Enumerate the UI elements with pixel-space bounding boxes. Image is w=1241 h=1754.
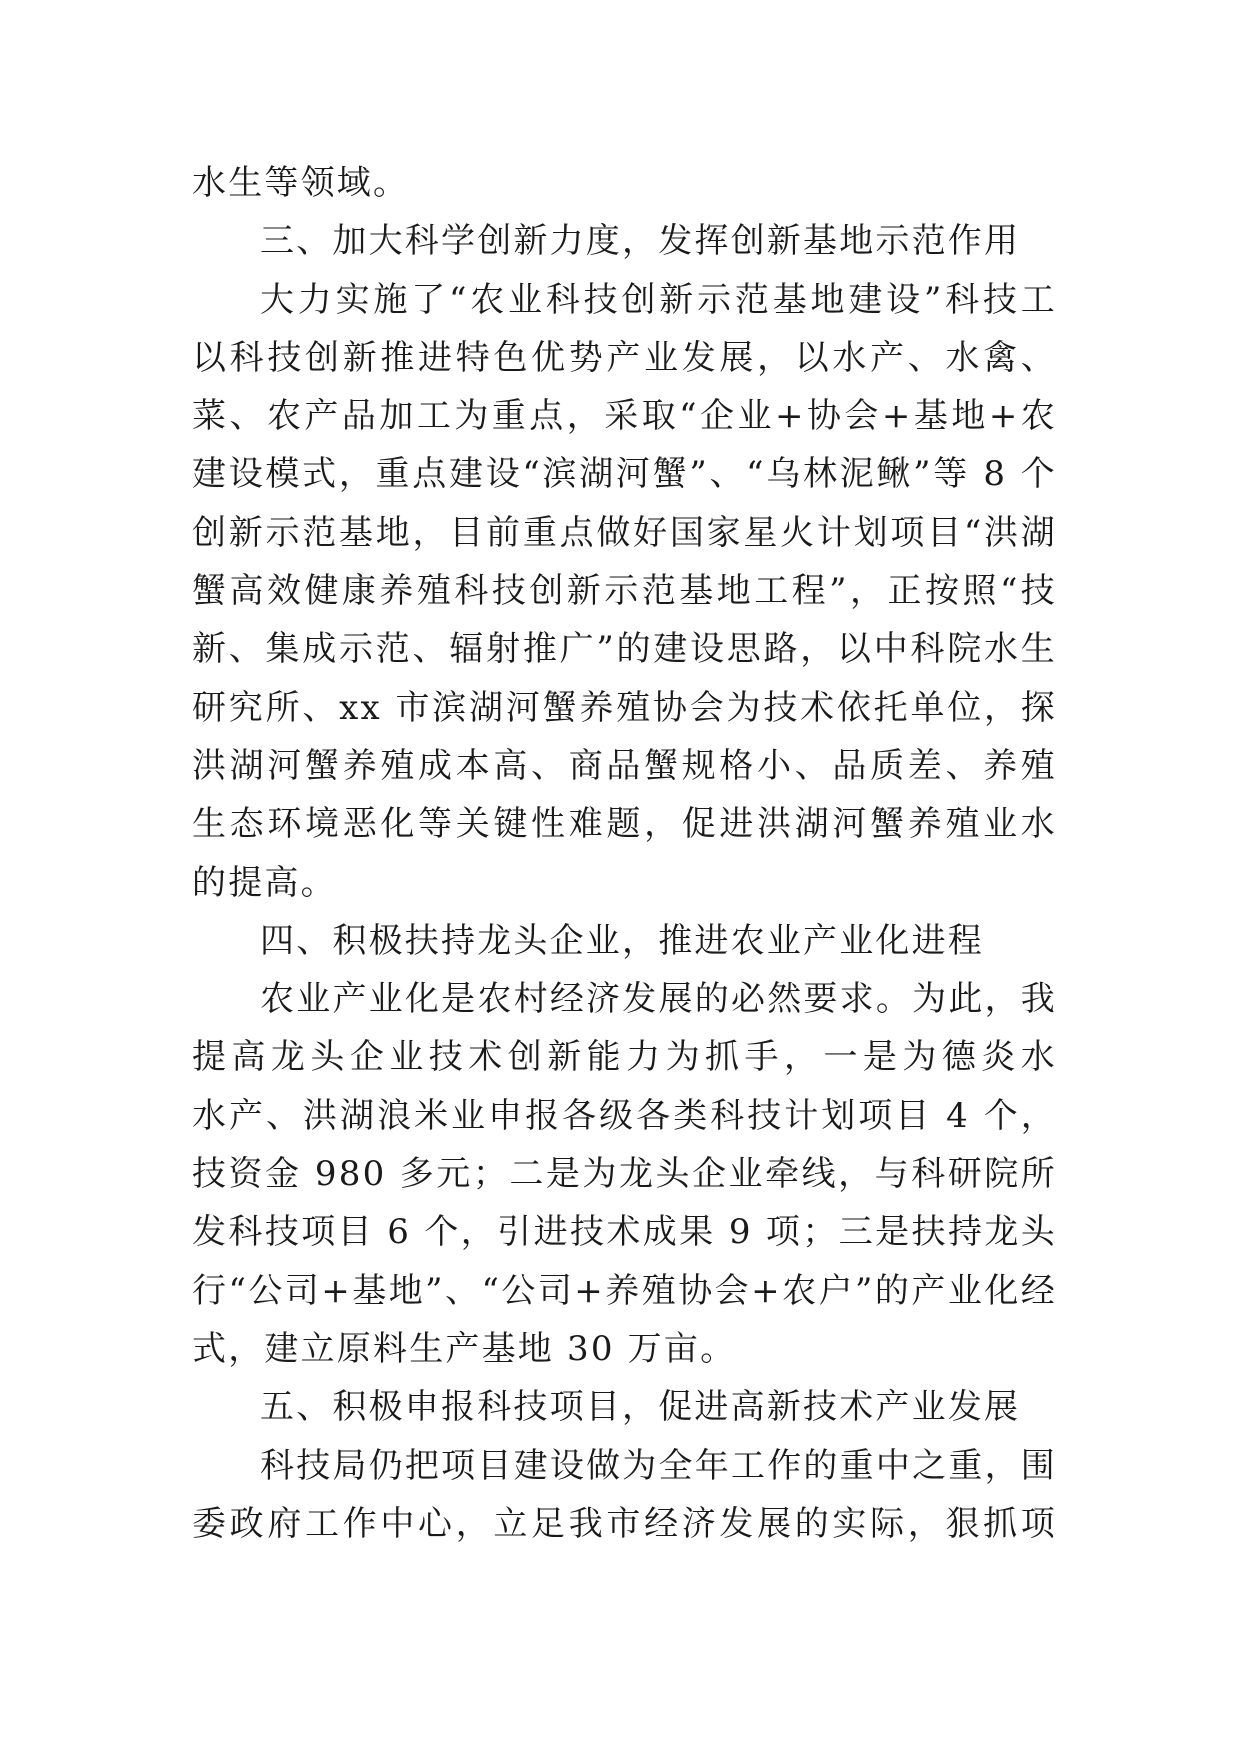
text-line: 行“公司+基地”、“公司+养殖协会+农户”的产业化经 [192, 1270, 1057, 1311]
document-body [192, 154, 1057, 1553]
section-heading-5: 五、积极申报科技项目，促进高新技术产业发展 [260, 1387, 1021, 1428]
text-line: 式，建立原料生产基地 30 万亩。 [192, 1328, 737, 1369]
text-line: 的提高。 [192, 862, 337, 903]
section-heading-4: 四、积极扶持龙头企业，推进农业产业化进程 [260, 920, 984, 961]
text-line: 农业产业化是农村经济发展的必然要求。为此，我 [260, 979, 1057, 1020]
text-line: 洪湖河蟹养殖成本高、商品蟹规格小、品质差、养殖 [192, 745, 1057, 786]
text-line: 蟹高效健康养殖科技创新示范基地工程”，正按照“技 [192, 571, 1057, 612]
section-heading-3: 三、加大科学创新力度，发挥创新基地示范作用 [260, 221, 1021, 262]
text-line: 研究所、xx 市滨湖河蟹养殖协会为技术依托单位，探 [192, 687, 1057, 728]
text-line: 以科技创新推进特色优势产业发展，以水产、水禽、 [192, 337, 1057, 378]
text-line: 建设模式，重点建设“滨湖河蟹”、“乌林泥鳅”等 8 个 [192, 454, 1057, 495]
text-line: 提高龙头企业技术创新能力为抓手，一是为德炎水 [192, 1037, 1057, 1078]
text-line: 技资金 980 多元；二是为龙头企业牵线，与科研院所 [192, 1154, 1057, 1195]
text-line: 水生等领域。 [192, 163, 410, 203]
text-line: 委政府工作中心，立足我市经济发展的实际，狠抓项 [192, 1503, 1057, 1544]
text-line: 新、集成示范、辐射推广”的建设思路，以中科院水生 [192, 629, 1057, 670]
text-line: 发科技项目 6 个，引进技术成果 9 项；三是扶持龙头 [192, 1212, 1057, 1253]
text-line: 大力实施了“农业科技创新示范基地建设”科技工 [260, 279, 1057, 320]
text-line: 菜、农产品加工为重点，采取“企业+协会+基地+农 [192, 396, 1057, 437]
text-line: 水产、洪湖浪米业申报各级各类科技计划项目 4 个， [192, 1095, 1057, 1136]
text-line: 科技局仍把项目建设做为全年工作的重中之重，围 [260, 1445, 1057, 1486]
text-line: 生态环境恶化等关键性难题，促进洪湖河蟹养殖业水 [192, 804, 1057, 845]
text-line: 创新示范基地，目前重点做好国家星火计划项目“洪湖 [192, 512, 1057, 553]
